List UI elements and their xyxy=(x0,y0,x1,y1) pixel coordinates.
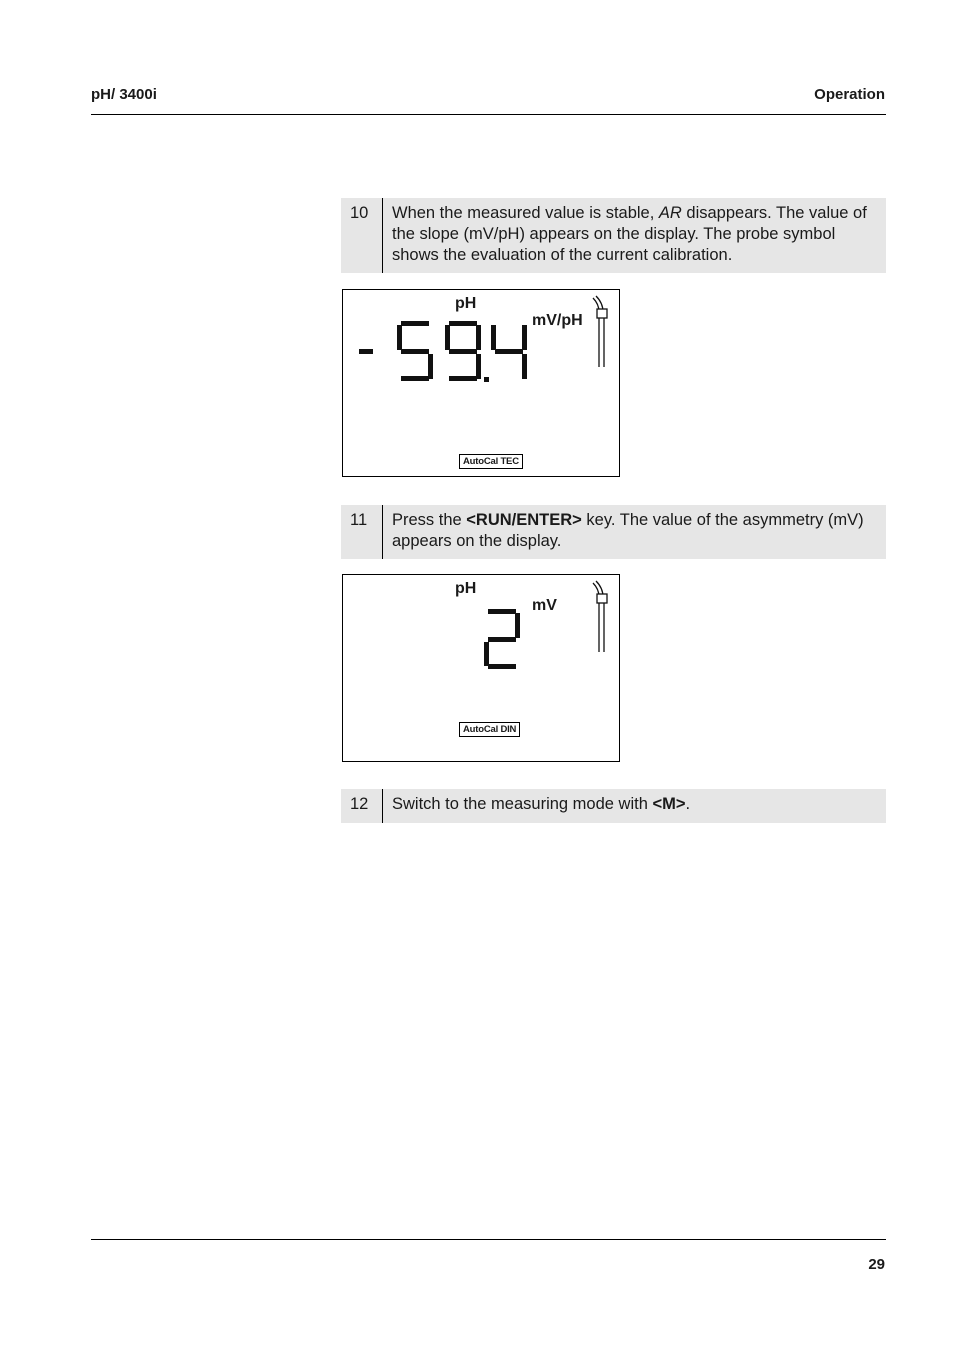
step-number: 11 xyxy=(341,505,383,559)
step-number: 12 xyxy=(341,789,383,823)
header-section: Operation xyxy=(814,86,885,103)
minus-segment xyxy=(359,349,373,354)
unit-label: mV xyxy=(532,597,557,614)
lcd-digits-asymmetry xyxy=(484,609,520,669)
header-rule xyxy=(91,114,886,115)
footer-rule xyxy=(91,1239,886,1240)
ph-label: pH xyxy=(455,295,477,312)
step-11 xyxy=(341,505,886,559)
lcd-display-slope xyxy=(342,289,620,477)
lcd-digits-slope xyxy=(359,321,527,382)
step-10 xyxy=(341,198,886,273)
header-product: pH/ 3400i xyxy=(91,86,157,103)
page-number: 29 xyxy=(868,1256,885,1273)
lcd-display-asymmetry xyxy=(342,574,620,762)
unit-label: mV/pH xyxy=(532,312,583,329)
autocal-badge: AutoCal DIN xyxy=(459,722,520,737)
step-number: 10 xyxy=(341,198,383,273)
step-12 xyxy=(341,789,886,823)
step-text: Press the <RUN/ENTER> key. The value of the asymmetry (mV) appears on the display. xyxy=(392,511,864,550)
autocal-badge: AutoCal TEC xyxy=(459,454,523,469)
step-text: Switch to the measuring mode with <M>. xyxy=(392,795,691,813)
probe-icon xyxy=(593,581,607,652)
probe-icon xyxy=(593,296,607,367)
decimal-point xyxy=(484,377,489,382)
ph-label: pH xyxy=(455,580,477,597)
step-text: When the measured value is stable, AR disappears. The value of the slope (mV/pH) appears on the display. The probe symbol shows the evaluation of the current calibration. xyxy=(392,204,867,264)
